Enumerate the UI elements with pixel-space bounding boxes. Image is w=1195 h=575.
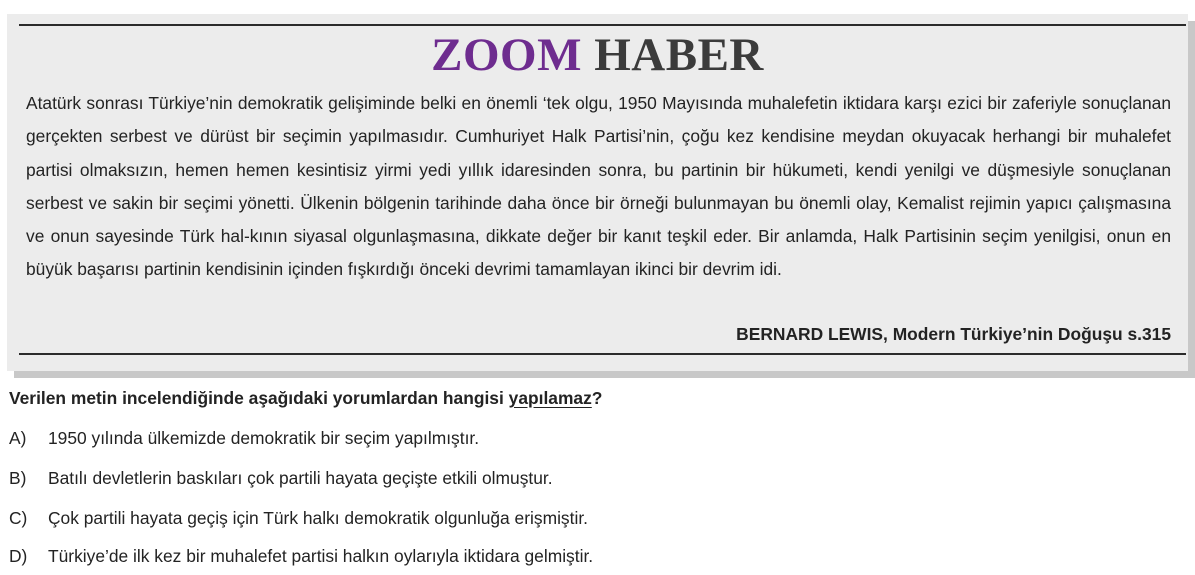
option-letter: B): [9, 468, 27, 488]
article-line: ezici bir zaferiyle sonuçlanan gerçekten serbest ve dürüst bir seçimin yapılmasıdır. Cumhuriyet Halk Partisi’nin, çoğu kez: [26, 93, 1172, 147]
option-text: Batılı devletlerin baskıları çok partili hayata geçişte etkili olmuştur.: [48, 468, 553, 488]
article-line: tarihinde daha önce bir örneği bulunmayan bu önemli olay, Kemalist rejimin yapıcı çalışmasına ve onun sayesinde Türk hal-: [26, 192, 1171, 247]
option-letter: C): [9, 508, 28, 528]
option-text: Türkiye’de ilk kez bir muhalefet partisi halkın oylarıyla iktidara gelmiştir.: [48, 546, 594, 566]
top-rule: [19, 24, 1186, 26]
option-a[interactable]: [9, 426, 479, 450]
option-letter: A): [9, 428, 27, 448]
citation: BERNARD LEWIS, Modern Türkiye’nin Doğuşu s.315: [736, 324, 1171, 344]
question-mark: ?: [591, 388, 603, 408]
masthead-zoom: ZOOM: [431, 29, 582, 81]
option-letter: D): [9, 546, 28, 566]
article-line: kendisine meydan okuyacak herhangi bir muhalefet partisi olmaksızın, hemen hemen kesintisiz yirmi yedi yıllık idaresinden: [26, 126, 1171, 180]
article-line: kının siyasal olgunlaşmasına, dikkate değer bir kanıt teşkil eder. Bir anlamda, Halk Partisinin seçim yenilgisi, onun en büyük: [26, 226, 1171, 280]
article-line: Atatürk sonrası Türkiye’nin demokratik gelişiminde belki en önemli ‘tek olgu, 1950 Mayısında muhalefetin iktidara karşı: [26, 93, 942, 113]
masthead: [7, 30, 1188, 80]
question-text: Verilen metin incelendiğinde aşağıdaki yorumlardan hangisi: [9, 388, 509, 408]
option-b[interactable]: [9, 466, 553, 490]
question-prompt: [9, 386, 602, 410]
question-underlined-word: yapılamaz: [508, 388, 592, 408]
option-d[interactable]: [9, 544, 593, 568]
option-c[interactable]: [9, 506, 588, 530]
article-text: [26, 87, 1171, 287]
option-text: Çok partili hayata geçiş için Türk halkı demokratik olgunluğa erişmiştir.: [48, 508, 588, 528]
bottom-rule: [19, 353, 1186, 355]
article-line: sonra, bu partinin bir hükumeti, kendi yenilgi ve düşmesiyle sonuçlanan serbest ve sakin bir seçimi yönetti. Ülkenin bölgenin: [26, 159, 1171, 213]
masthead-haber: HABER: [594, 29, 764, 81]
article-line: başarısı partinin kendisinin içinden fışkırdığı önceki devrimi tamamlayan ikinci bir devrim idi.: [77, 259, 782, 280]
news-box: [7, 14, 1188, 371]
option-text: 1950 yılında ülkemizde demokratik bir seçim yapılmıştır.: [48, 428, 480, 448]
